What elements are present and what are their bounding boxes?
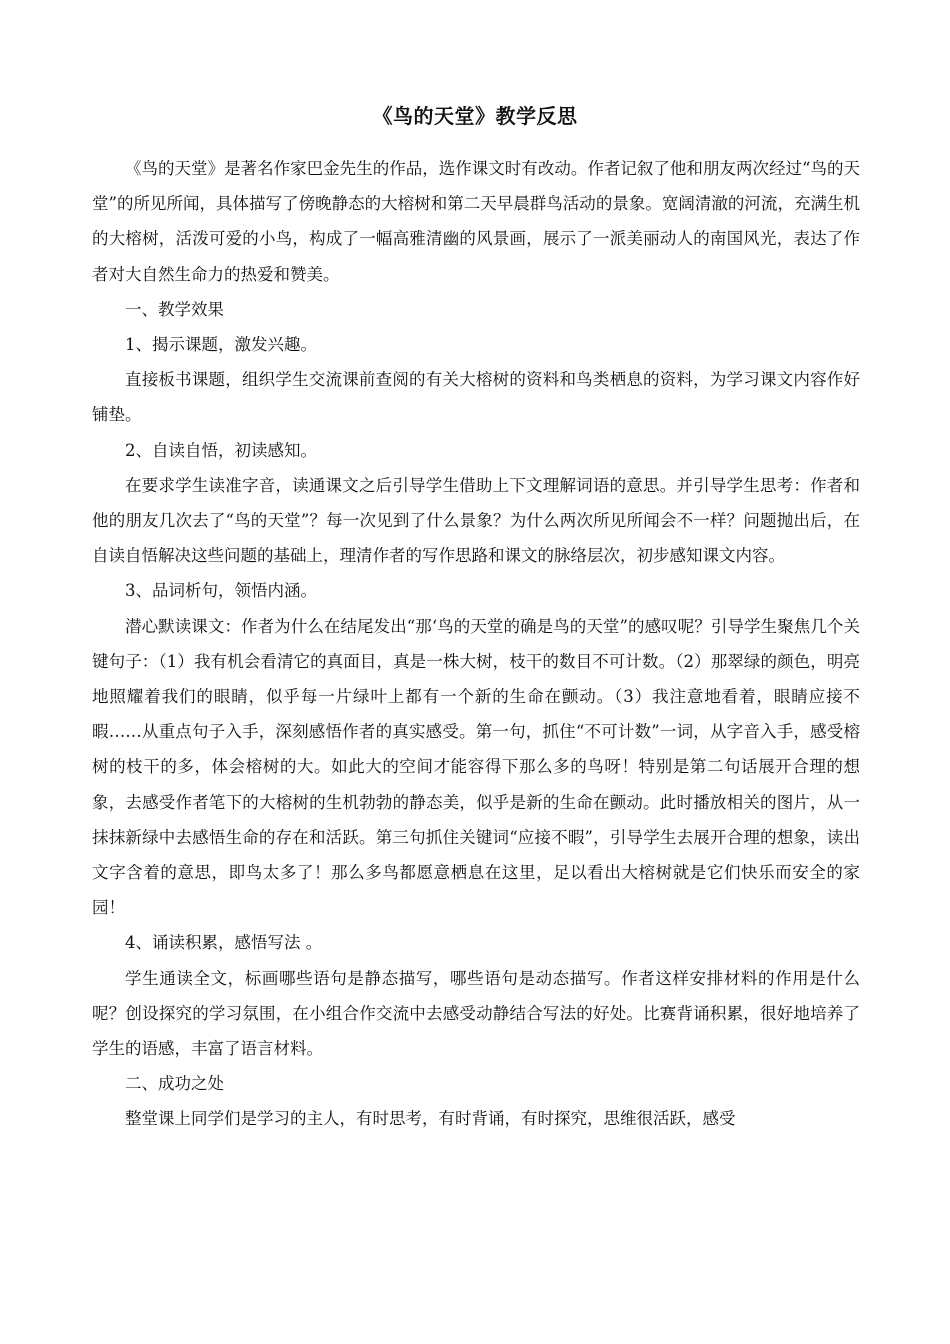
section-heading-successes: 二、成功之处: [125, 1074, 224, 1094]
subheading-4: 4、诵读积累，感悟写法 。: [125, 933, 323, 953]
body-paragraph: 整堂课上同学们是学习的主人，有时思考，有时背诵，有时探究，思维很活跃，感受: [125, 1109, 736, 1129]
subheading-1: 1、揭示课题，激发兴趣。: [125, 335, 317, 355]
body-paragraph: 在要求学生读准字音，读通课文之后引导学生借助上下文理解词语的意思。并引导学生思考：作者和他的朋友几次去了“鸟的天堂”？每一次见到了什么景象？为什么两次所见所闻会不一样？问题抛出后，在自读自悟解决这些问题的基础上，理清作者的写作思路和课文的脉络层次，初步感知课文内容。: [92, 475, 860, 566]
body-paragraph: 直接板书课题，组织学生交流课前查阅的有关大榕树的资料和鸟类栖息的资料，为学习课文内容作好铺垫。: [92, 370, 860, 425]
subheading-2: 2、自读自悟，初读感知。: [125, 440, 317, 460]
body-paragraph: 学生通读全文，标画哪些语句是静态描写，哪些语句是动态描写。作者这样安排材料的作用是什么呢？创设探究的学习氛围，在小组合作交流中去感受动静结合写法的好处。比赛背诵积累，很好地培养了学生的语感，丰富了语言材料。: [92, 968, 860, 1059]
body-paragraph: 潜心默读课文：作者为什么在结尾发出“那‘鸟的天堂的确是鸟的天堂”的感叹呢？引导学生聚焦几个关键句子：（1）我有机会看清它的真面目，真是一株大树，枝干的数目不可计数。（2）那翠绿的颜色，明亮地照耀着我们的眼睛，似乎每一片绿叶上都有一个新的生命在颤动。（3）我注意地看着，眼睛应接不暇……从重点句子入手，深刻感悟作者的真实感受。第一句，抓住“不可计数”一词，从字音入手，感受榕树的枝干的多，体会榕树的大。如此大的空间才能容得下那么多的鸟呀！特别是第二句话展开合理的想象，去感受作者笔下的大榕树的生机勃勃的静态美，似乎是新的生命在颤动。此时播放相关的图片，从一抹抹新绿中去感悟生命的存在和活跃。第三句抓住关键词“应接不暇”，引导学生去展开合理的想象，读出文字含着的意思，即鸟太多了！那么多鸟都愿意栖息在这里，足以看出大榕树就是它们快乐而安全的家园！: [92, 616, 860, 918]
document-title: 《鸟的天堂》教学反思: [372, 104, 578, 128]
intro-paragraph: 《鸟的天堂》是著名作家巴金先生的作品，选作课文时有改动。作者记叙了他和朋友两次经过“鸟的天堂”的所见所闻，具体描写了傍晚静态的大榕树和第二天早晨群鸟活动的景象。宽阔清澈的河流，充满生机的大榕树，活泼可爱的小鸟，构成了一幅高雅清幽的风景画，展示了一派美丽动人的南国风光，表达了作者对大自然生命力的热爱和赞美。: [92, 159, 860, 284]
subheading-3: 3、品词析句，领悟内涵。: [125, 581, 317, 601]
document-body: [92, 151, 860, 1137]
section-heading-teaching-effect: 一、教学效果: [125, 299, 224, 319]
